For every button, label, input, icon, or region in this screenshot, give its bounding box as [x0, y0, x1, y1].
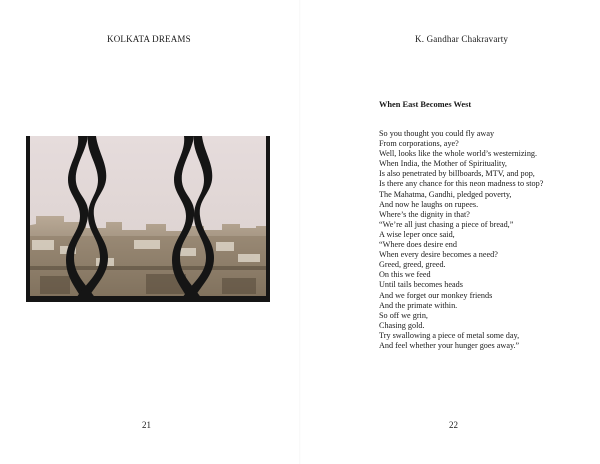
poem-body	[379, 129, 594, 351]
poem-line: Until tails becomes heads	[379, 280, 463, 290]
poem-line: When India, the Mother of Spirituality,	[379, 159, 507, 169]
poem-line: And the primate within.	[379, 300, 458, 310]
city-through-window-grille-photo	[26, 136, 270, 302]
poem-line: So you thought you could fly away	[379, 129, 495, 138]
poem-line: Greed, greed, greed.	[379, 260, 446, 270]
poem-line: And we forget our monkey friends	[379, 290, 493, 300]
poem-line: Where’s the dignity in that?	[379, 209, 470, 219]
poem-line: And feel whether your hunger goes away.”	[379, 340, 520, 350]
poem-line: A wise leper once said,	[379, 229, 455, 239]
poem-title: When East Becomes West	[379, 100, 472, 109]
poem-line: When every desire becomes a need?	[379, 250, 498, 260]
poem-line: Try swallowing a piece of metal some day,	[379, 330, 520, 340]
poem-line: And now he laughs on rupees.	[379, 199, 479, 209]
poem-line: Is also penetrated by billboards, MTV, and pop,	[379, 169, 535, 179]
poem-line: “We’re all just chasing a piece of bread,”	[379, 219, 514, 229]
page-number: 21	[142, 420, 151, 430]
poem-line: Chasing gold.	[379, 320, 425, 330]
poem-line: From corporations, aye?	[379, 139, 459, 149]
page-number: 22	[449, 420, 458, 430]
poem-line: Well, looks like the whole world’s westernizing.	[379, 149, 538, 159]
poem-line: “Where does desire end	[379, 240, 457, 250]
running-header-book-title: KOLKATA DREAMS	[107, 34, 191, 44]
right-page	[300, 0, 600, 464]
poem-line: The Mahatma, Gandhi, pledged poverty,	[379, 189, 512, 199]
poem-line: On this we feed	[379, 270, 431, 280]
poem-line: Is there any chance for this neon madness to stop?	[379, 179, 544, 189]
poem-line: So off we grin,	[379, 310, 428, 320]
running-header-author: K. Gandhar Chakravarty	[415, 34, 509, 44]
